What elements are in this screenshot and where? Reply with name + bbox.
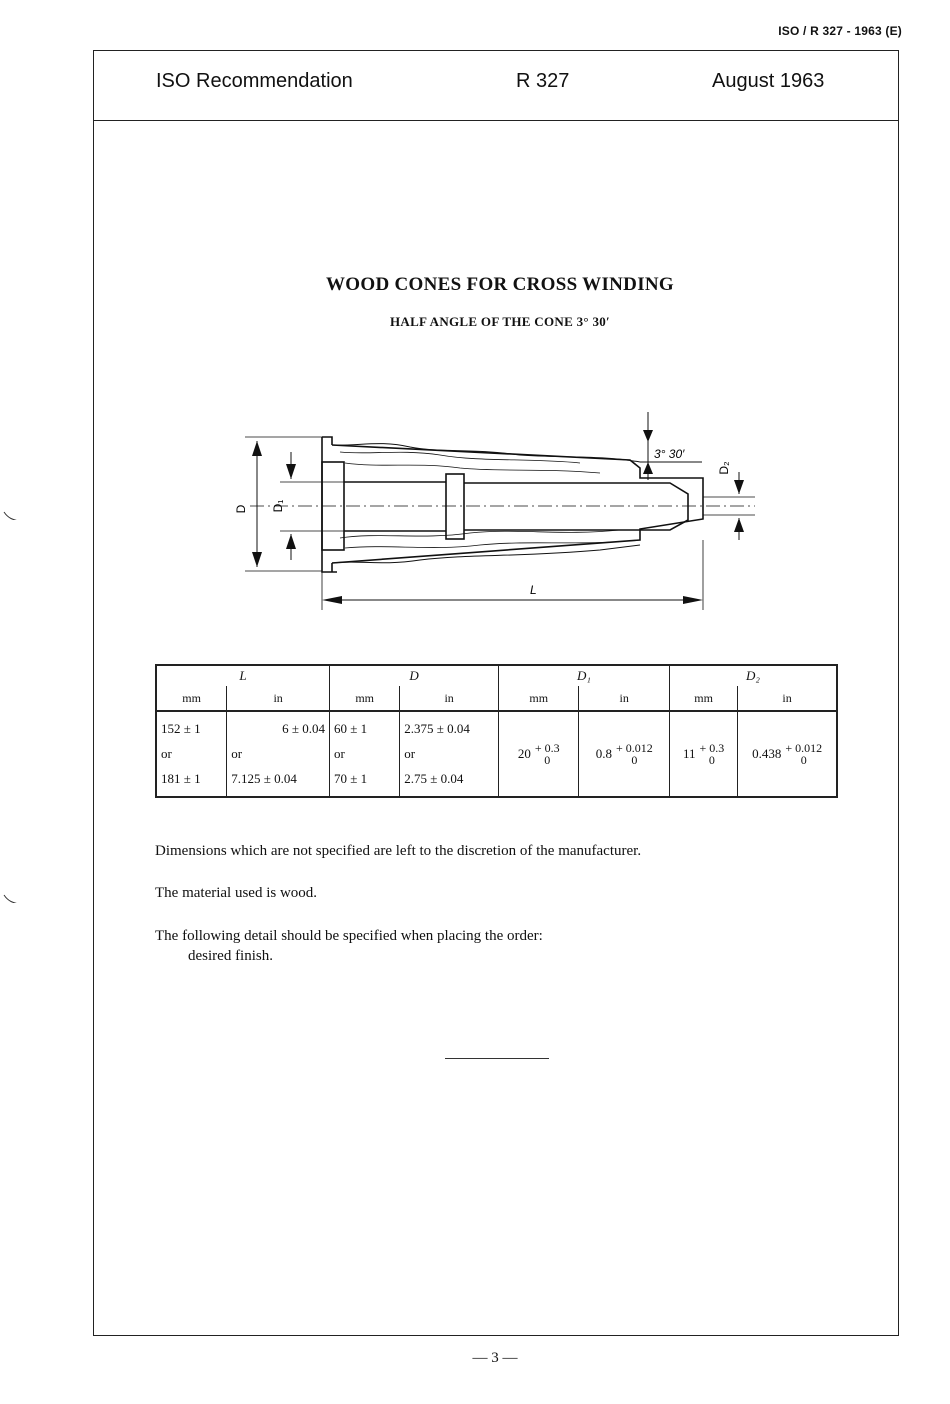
page-number: — 3 — bbox=[472, 1350, 518, 1366]
table-unit-header-row bbox=[156, 686, 837, 711]
drawing-label-d1: D₁ bbox=[271, 499, 285, 513]
unit-header: mm bbox=[670, 686, 738, 711]
l-mm-value-2: 181 ± 1 bbox=[161, 771, 201, 786]
unit-header: in bbox=[227, 686, 330, 711]
l-in-value-1: 6 ± 0.04 bbox=[282, 721, 326, 736]
d1-in-upper: + 0.012 bbox=[615, 741, 653, 755]
table-row bbox=[156, 711, 837, 797]
l-mm-or: or bbox=[161, 746, 172, 761]
note-order-details: The following detail should be specified when placing the order: bbox=[155, 928, 543, 944]
cell-l-mm bbox=[156, 711, 227, 797]
drawing-label-d: D bbox=[234, 504, 248, 514]
unit-header: in bbox=[579, 686, 670, 711]
d-mm-or: or bbox=[334, 746, 345, 761]
d2-mm-lower: 0 bbox=[708, 753, 715, 767]
cell-l-in bbox=[227, 711, 330, 797]
group-header-d: D bbox=[330, 665, 499, 686]
group-header-d2: D₂ bbox=[670, 665, 838, 686]
end-rule bbox=[445, 1058, 549, 1059]
unit-header: mm bbox=[330, 686, 400, 711]
unit-header: mm bbox=[499, 686, 579, 711]
cell-d1-in bbox=[579, 711, 670, 797]
d1-in-base: 0.8 bbox=[595, 746, 612, 761]
cone-technical-drawing bbox=[0, 0, 950, 660]
page-title: WOOD CONES FOR CROSS WINDING bbox=[326, 274, 674, 295]
d2-mm-base: 11 bbox=[682, 746, 696, 761]
header-organization: ISO Recommendation bbox=[156, 70, 353, 92]
document-reference: ISO / R 327 - 1963 (E) bbox=[778, 24, 902, 38]
cell-d-in bbox=[400, 711, 499, 797]
d2-in-base: 0.438 bbox=[752, 746, 782, 761]
d-in-value-2: 2.75 ± 0.04 bbox=[404, 771, 464, 786]
cell-d-mm bbox=[330, 711, 400, 797]
l-in-value-2: 7.125 ± 0.04 bbox=[231, 771, 297, 786]
note-material: The material used is wood. bbox=[155, 885, 318, 901]
d2-in-lower: 0 bbox=[800, 753, 807, 767]
scan-artifact-mark bbox=[0, 510, 30, 520]
d-in-value-1: 2.375 ± 0.04 bbox=[404, 721, 470, 736]
page-subtitle: HALF ANGLE OF THE CONE 3° 30′ bbox=[389, 314, 611, 329]
l-in-or: or bbox=[231, 746, 243, 761]
cell-d2-in bbox=[738, 711, 837, 797]
unit-header: in bbox=[400, 686, 499, 711]
drawing-label-l: L bbox=[530, 583, 537, 597]
header-date: August 1963 bbox=[712, 70, 825, 92]
table-group-header-row bbox=[156, 665, 837, 686]
cell-d2-mm bbox=[670, 711, 738, 797]
cell-d1-mm bbox=[499, 711, 579, 797]
unit-header: mm bbox=[156, 686, 227, 711]
d-in-or: or bbox=[404, 746, 416, 761]
group-header-l: L bbox=[156, 665, 330, 686]
dimensions-table bbox=[155, 664, 838, 798]
group-header-d1: D₁ bbox=[499, 665, 670, 686]
l-mm-value-1: 152 ± 1 bbox=[161, 721, 201, 736]
d1-in-lower: 0 bbox=[631, 753, 638, 767]
d1-mm-base: 20 bbox=[517, 746, 531, 761]
drawing-label-d2: D₂ bbox=[717, 461, 731, 475]
note-unspecified-dimensions: Dimensions which are not specified are left to the discretion of the manufacturer. bbox=[155, 843, 642, 859]
d2-mm-upper: + 0.3 bbox=[699, 741, 725, 755]
note-desired-finish: desired finish. bbox=[188, 948, 273, 964]
scan-artifact-mark bbox=[0, 893, 30, 903]
d-mm-value-2: 70 ± 1 bbox=[334, 771, 368, 786]
d1-mm-upper: + 0.3 bbox=[534, 741, 560, 755]
d1-mm-lower: 0 bbox=[544, 753, 551, 767]
drawing-label-angle: 3° 30′ bbox=[654, 447, 685, 461]
header-recommendation-number: R 327 bbox=[516, 70, 570, 92]
d-mm-value-1: 60 ± 1 bbox=[334, 721, 368, 736]
unit-header: in bbox=[738, 686, 837, 711]
d2-in-upper: + 0.012 bbox=[785, 741, 823, 755]
